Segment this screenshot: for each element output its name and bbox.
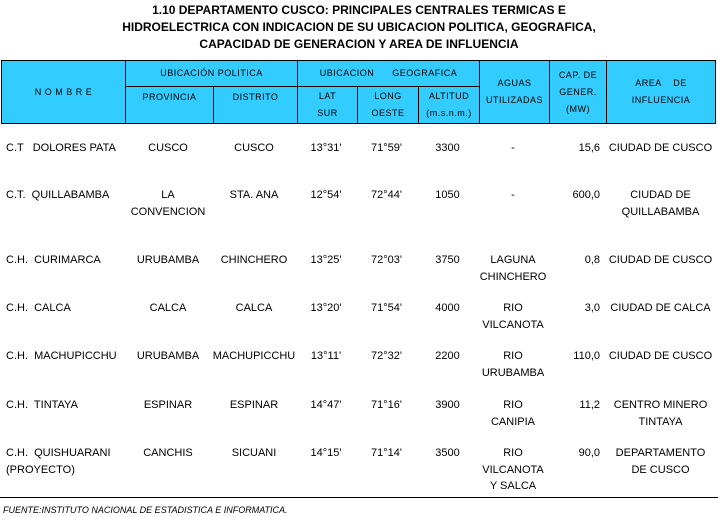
cell-line: VILCANOTA xyxy=(482,463,544,476)
cell-line: VILCANOTA xyxy=(482,318,544,331)
cell-area xyxy=(605,187,716,220)
header-aguas xyxy=(480,61,549,123)
cell-nombre xyxy=(6,397,124,414)
cell-distrito: SICUANI xyxy=(231,447,277,459)
header-capacidad xyxy=(550,61,606,123)
cell-provincia: CANCHIS xyxy=(143,447,193,459)
cell-lat: 13°20' xyxy=(310,302,342,314)
title-line-2: HIDROELECTRICA CON INDICACION DE SU UBICACION POLITICA, GEOGRAFICA, xyxy=(122,20,596,34)
cell-lat: 12°54' xyxy=(310,189,342,201)
cell-line: RIO xyxy=(503,302,523,314)
cell-cap: 600,0 xyxy=(572,189,600,201)
header-lat xyxy=(298,87,357,123)
cell-line: URUBAMBA xyxy=(481,366,545,379)
cell-line: C.T DOLORES PATA xyxy=(6,142,116,154)
cell-alt: 3300 xyxy=(435,142,460,154)
cell-aguas xyxy=(478,348,548,381)
cell-aguas xyxy=(478,300,548,333)
cell-nombre xyxy=(6,348,124,365)
cell-distrito: CHINCHERO xyxy=(220,254,288,266)
header-altitud-line-2: (m.s.n.m.) xyxy=(426,108,472,118)
cell-line: C.H. TINTAYA xyxy=(6,399,78,411)
header-lat-line-1: LAT xyxy=(318,91,337,101)
header-aguas-line-1: AGUAS xyxy=(497,78,532,88)
cell-area xyxy=(605,252,716,269)
table-title xyxy=(0,2,718,53)
header-long-line-2: OESTE xyxy=(371,108,405,118)
header-provincia: PROVINCIA xyxy=(142,91,197,102)
cell-nombre xyxy=(6,140,124,157)
cell-distrito: ESPINAR xyxy=(229,399,279,411)
cell-line: C.H. MACHUPICCHU xyxy=(6,350,117,362)
title-line-1: 1.10 DEPARTAMENTO CUSCO: PRINCIPALES CENTRALES TERMICAS E xyxy=(152,3,566,17)
cell-line: C.T. QUILLABAMBA xyxy=(6,189,110,201)
cell-long: 72°44' xyxy=(371,189,402,201)
cell-area xyxy=(605,140,716,157)
cell-long: 71°54' xyxy=(371,302,402,314)
cell-alt: 3750 xyxy=(435,254,460,266)
cell-area xyxy=(605,300,716,317)
cell-line: QUILLABAMBA xyxy=(621,205,700,218)
header-ubicacion-politica: UBICACIÓN POLITICA xyxy=(160,68,263,78)
cell-alt: 1050 xyxy=(435,189,460,201)
cell-cap: 3,0 xyxy=(584,302,600,314)
cell-lat: 14°15' xyxy=(310,447,342,459)
cell-nombre xyxy=(6,252,124,269)
cell-aguas xyxy=(478,187,548,204)
cell-lat: 13°31' xyxy=(310,142,342,154)
cell-line: LAGUNA xyxy=(490,254,536,266)
cell-long: 72°32' xyxy=(371,350,402,362)
cell-alt: 3900 xyxy=(435,399,460,411)
cell-long: 71°14' xyxy=(371,447,402,459)
cell-cap: 110,0 xyxy=(573,350,600,362)
header-nombre: N O M B R E xyxy=(34,86,93,97)
cell-line: C.H. CURIMARCA xyxy=(6,254,101,266)
cell-line: RIO xyxy=(503,399,523,411)
cell-line: CENTRO MINERO xyxy=(613,399,708,411)
cell-provincia: ESPINAR xyxy=(143,399,193,411)
cell-area xyxy=(605,445,716,478)
cell-line: DEPARTAMENTO xyxy=(615,447,706,459)
cell-line: CIUDAD DE CUSCO xyxy=(608,350,713,362)
cell-line: RIO xyxy=(503,447,523,459)
cell-provincia: LA CONVENCION xyxy=(130,189,206,218)
cell-provincia: URUBAMBA xyxy=(136,254,200,266)
header-lat-line-2: SUR xyxy=(317,108,338,118)
cell-cap: 0,8 xyxy=(584,254,600,266)
cell-line: C.H. QUISHUARANI xyxy=(6,447,111,459)
cell-area xyxy=(605,348,716,365)
cell-long: 71°16' xyxy=(371,399,402,411)
cell-nombre xyxy=(6,445,124,478)
cell-distrito: MACHUPICCHU xyxy=(212,350,296,362)
cell-line: C.H. CALCA xyxy=(6,302,71,314)
header-area xyxy=(607,61,715,123)
cell-provincia: CALCA xyxy=(149,302,187,314)
cell-aguas xyxy=(478,140,548,157)
cell-distrito: CALCA xyxy=(235,302,273,314)
cell-line: CANIPIA xyxy=(490,415,535,428)
cell-long: 72°03' xyxy=(371,254,402,266)
table-header xyxy=(1,60,716,124)
cell-line: CIUDAD DE CUSCO xyxy=(608,142,713,154)
cell-line: RIO xyxy=(503,350,523,362)
source-note: FUENTE:INSTITUTO NACIONAL DE ESTADISTICA E INFORMATICA. xyxy=(3,505,288,515)
cell-aguas xyxy=(478,397,548,430)
cell-line: - xyxy=(511,189,515,201)
header-distrito: DISTRITO xyxy=(232,91,279,102)
header-long xyxy=(358,87,418,123)
cell-line: CIUDAD DE CALCA xyxy=(610,302,711,314)
header-altitud xyxy=(419,87,479,123)
cell-line: DE CUSCO xyxy=(631,463,690,476)
cell-alt: 2200 xyxy=(435,350,460,362)
header-area-line-2: INFLUENCIA xyxy=(631,95,691,105)
cell-long: 71°59' xyxy=(371,142,402,154)
cell-line: - xyxy=(511,142,515,154)
cell-lat: 14°47' xyxy=(310,399,342,411)
cell-lat: 13°11' xyxy=(310,350,342,362)
cell-line: Y SALCA xyxy=(489,480,537,492)
header-cap-line-3: (MW) xyxy=(566,103,590,114)
cell-cap: 90,0 xyxy=(578,447,600,459)
header-area-line-1: AREA DE xyxy=(635,78,687,88)
cell-distrito: STA. ANA xyxy=(229,189,279,201)
cell-line: CIUDAD DE xyxy=(630,189,691,201)
footer-rule xyxy=(0,497,718,498)
cell-line: CHINCHERO xyxy=(479,270,547,283)
cell-distrito: CUSCO xyxy=(234,142,274,154)
cell-provincia: URUBAMBA xyxy=(136,350,200,362)
cell-line: (PROYECTO) xyxy=(6,463,75,476)
header-cap-line-1: CAP. DE xyxy=(558,69,598,80)
cell-lat: 13°25' xyxy=(310,254,342,266)
cell-cap: 15,6 xyxy=(578,142,600,154)
header-altitud-line-1: ALTITUD xyxy=(428,91,470,101)
cell-cap: 11,2 xyxy=(579,399,600,411)
cell-alt: 4000 xyxy=(435,302,460,314)
cell-line: TINTAYA xyxy=(638,415,683,428)
title-line-3: CAPACIDAD DE GENERACION Y AREA DE INFLUENCIA xyxy=(199,37,519,51)
cell-nombre xyxy=(6,187,124,204)
header-cap-line-2: GENER. xyxy=(559,86,597,97)
cell-line: CIUDAD DE CUSCO xyxy=(608,254,713,266)
cell-aguas xyxy=(478,445,548,495)
cell-area xyxy=(605,397,716,430)
cell-aguas xyxy=(478,252,548,285)
header-ubicacion-geografica: UBICACION GEOGRAFICA xyxy=(319,68,458,78)
cell-alt: 3500 xyxy=(435,447,460,459)
header-long-line-1: LONG xyxy=(374,91,402,101)
cell-nombre xyxy=(6,300,124,317)
cell-provincia: CUSCO xyxy=(148,142,188,154)
header-aguas-line-2: UTILIZADAS xyxy=(485,95,543,105)
